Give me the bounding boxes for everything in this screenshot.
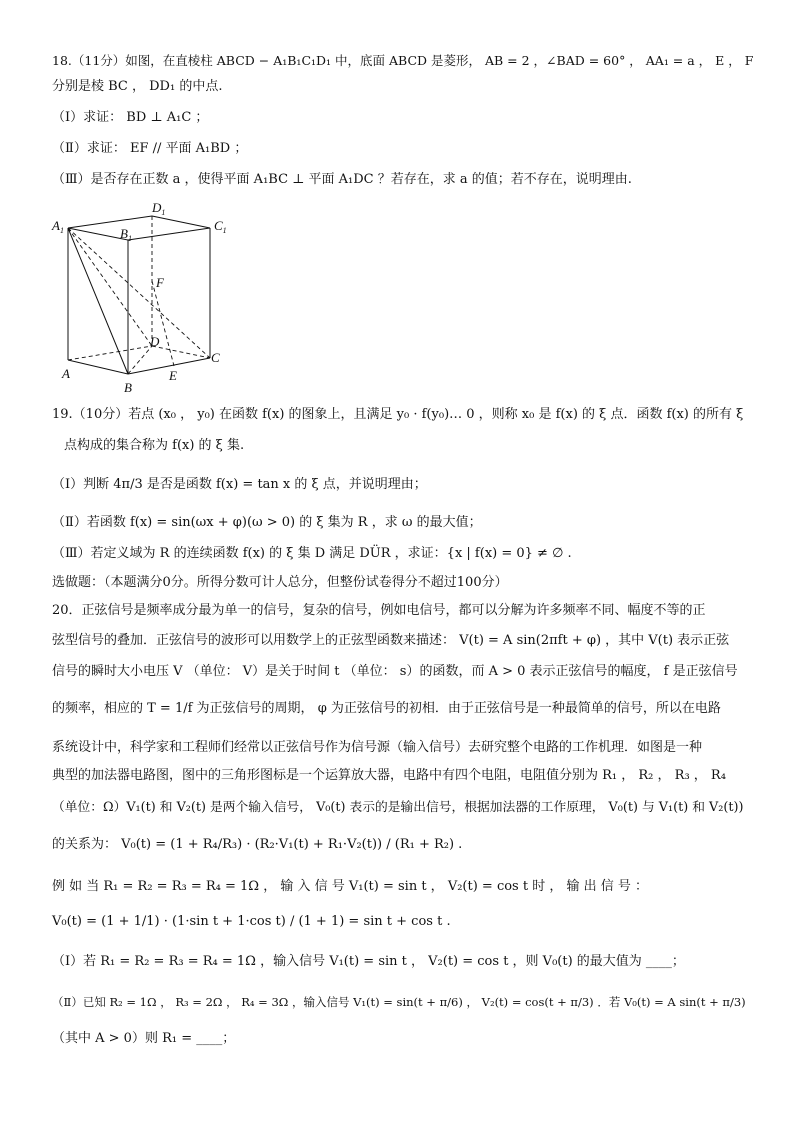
edge-b1c1 — [128, 228, 210, 240]
q20-part2-cont: （其中 A > 0）则 R₁ = ____； — [52, 1031, 236, 1046]
optional-note: 选做题：（本题满分0分。所得分数可计人总分，但整份试卷得分不超过100分） — [52, 575, 508, 590]
edge-ab — [68, 360, 128, 374]
hidden-edge-ad — [68, 346, 152, 360]
q20-line7: （单位：Ω）V₁(t) 和 V₂(t) 是两个输入信号， V₀(t) 表示的是输出信号，根据加法器的工作原理， V₀(t) 与 V₁(t) 和 V₂(t)) — [52, 800, 744, 815]
hidden-segment-a1d — [68, 228, 152, 346]
q20-line6: 典型的加法器电路图，图中的三角形图标是一个运算放大器，电路中有四个电阻，电阻值分别为 R₁ ， R₂ ， R₃ ， R₄ — [52, 768, 726, 783]
label-d1: $D_1$ — [152, 200, 166, 217]
q20-example-formula: V₀(t) = (1 + 1/1) · (1·sin t + 1·cos t) / (1 + 1) = sin t + cos t . — [52, 914, 451, 929]
q20-example-line: 例 如 当 R₁ = R₂ = R₃ = R₄ = 1Ω ， 输 入 信 号 V₁(t) = sin t ， V₂(t) = cos t 时 ， 输 出 信 号 ： — [52, 879, 649, 894]
label-b1: $B_1$ — [120, 226, 132, 243]
prism-diagram — [50, 198, 240, 396]
q20-formula: 的关系为： V₀(t) = (1 + R₄/R₃) · (R₂·V₁(t) + R₁·V₂(t)) / (R₁ + R₂) . — [52, 837, 463, 852]
q19-part3: （Ⅲ）若定义域为 R 的连续函数 f(x) 的 ξ 集 D 满足 DÜR ，求证：{x | f(x) = 0} ≠ ∅ . — [52, 546, 572, 561]
hidden-edge-dc — [152, 346, 210, 358]
label-a: A — [62, 366, 70, 381]
label-c: C — [211, 350, 220, 365]
label-f: F — [156, 275, 164, 290]
q20-line4: 的频率，相应的 T = 1/f 为正弦信号的周期， φ 为正弦信号的初相．由于正弦信号是一种最简单的信号，所以在电路 — [52, 701, 721, 716]
edge-a1b1 — [68, 228, 128, 240]
q19-part2: （Ⅱ）若函数 f(x) = sin(ωx + φ)(ω > 0) 的 ξ 集为 R ，求 ω 的最大值； — [52, 515, 482, 530]
q18-stem-line1: 18.（11分）如图，在直棱柱 ABCD − A₁B₁C₁D₁ 中，底面 ABCD 是菱形， AB = 2 ，∠BAD = 60° ， AA₁ = a ， E ， F — [52, 53, 754, 68]
hidden-segment-a1c — [68, 228, 210, 358]
edge-d1a1 — [68, 216, 152, 228]
q20-part1: （Ⅰ）若 R₁ = R₂ = R₃ = R₄ = 1Ω ，输入信号 V₁(t) = sin t ， V₂(t) = cos t ，则 V₀(t) 的最大值为 ____； — [52, 954, 685, 969]
label-c1: $C_1$ — [214, 218, 227, 235]
hidden-segment-fe — [152, 281, 174, 366]
label-e: E — [169, 368, 177, 383]
q20-part2: （Ⅱ）已知 R₂ = 1Ω ， R₃ = 2Ω ， R₄ = 3Ω ，输入信号 V₁(t) = sin(t + π/6) ， V₂(t) = cos(t + π/3) ．若 V₀(t) = A sin(t + π/3) — [52, 995, 746, 1009]
q18-part3: （Ⅲ）是否存在正数 a ，使得平面 A₁BC ⊥ 平面 A₁DC ？若存在，求 a 的值；若不存在，说明理由. — [52, 172, 632, 187]
q18-part2: （Ⅱ）求证： EF // 平面 A₁BD ； — [52, 141, 248, 156]
q19-stem-line2: 点构成的集合称为 f(x) 的 ξ 集. — [64, 438, 245, 453]
label-a1: $A_1$ — [52, 218, 64, 235]
label-d: D — [150, 334, 160, 349]
q18-part1: （Ⅰ）求证： BD ⊥ A₁C ； — [52, 110, 209, 125]
q18-stem-line2: 分别是棱 BC ， DD₁ 的中点. — [52, 79, 223, 94]
q20-line2: 弦型信号的叠加．正弦信号的波形可以用数学上的正弦型函数来描述： V(t) = A sin(2πft + φ) ，其中 V(t) 表示正弦 — [52, 633, 730, 648]
label-b: B — [124, 380, 132, 395]
q19-stem-line1: 19.（10分）若点 (x₀ ， y₀) 在函数 f(x) 的图象上，且满足 y₀ · f(y₀)… 0 ，则称 x₀ 是 f(x) 的 ξ 点．函数 f(x) 的所有 ξ — [52, 407, 744, 422]
q20-line5: 系统设计中，科学家和工程师们经常以正弦信号作为信号源（输入信号）去研究整个电路的工作机理．如图是一种 — [52, 740, 703, 755]
segment-a1b — [68, 228, 128, 374]
q20-line1: 20．正弦信号是频率成分最为单一的信号，复杂的信号，例如电信号，都可以分解为许多频率不同、幅度不等的正 — [52, 603, 706, 618]
q20-line3: 信号的瞬时大小电压 V （单位： V）是关于时间 t （单位： s）的函数，而 A > 0 表示正弦信号的幅度， f 是正弦信号 — [52, 664, 738, 679]
q19-part1: （Ⅰ）判断 4π/3 是否是函数 f(x) = tan x 的 ξ 点，并说明理由； — [52, 477, 427, 492]
prism-figure — [50, 198, 240, 396]
edge-c1d1 — [152, 216, 210, 228]
